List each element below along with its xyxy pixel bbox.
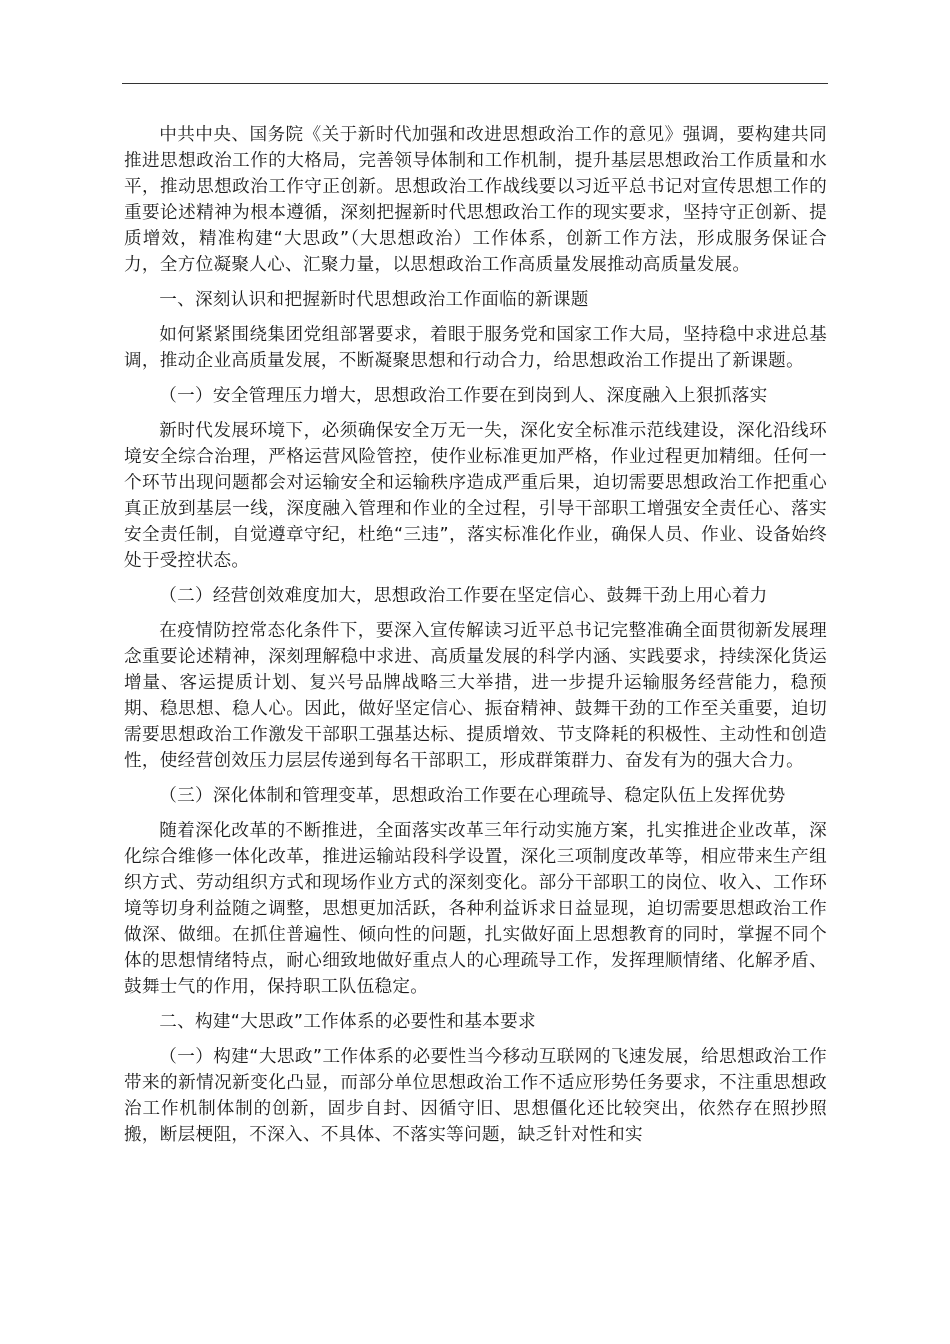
section-1-sub-3-body: 随着深化改革的不断推进，全面落实改革三年行动实施方案，扎实推进企业改革，深化综合维修一体化改革，推进运输站段科学设置，深化三项制度改革等，相应带来生产组织方式、劳动组织方式和现场作业方式的深刻变化。部分干部职工的岗位、收入、工作环境等切身利益随之调整，思想更加活跃，各种利益诉求日益显现，迫切需要思想政治工作做深、做细。在抓住普遍性、倾向性的问题，扎实做好面上思想教育的同时，掌握不同个体的思想情绪特点，耐心细致地做好重点人的心理疏导工作，发挥理顺情绪、化解矛盾、鼓舞士气的作用，保持职工队伍稳定。 bbox=[124, 821, 827, 997]
intro-paragraph: 中共中央、国务院《关于新时代加强和改进思想政治工作的意见》强调，要构建共同推进思想政治工作的大格局，完善领导体制和工作机制，提升基层思想政治工作质量和水平，推动思想政治工作守正创新。思想政治工作战线要以习近平总书记对宣传思想工作的重要论述精神为根本遵循，深刻把握新时代思想政治工作的现实要求，坚持守正创新、提质增效，精准构建“大思政”（大思想政治）工作体系，创新工作方法，形成服务保证合力，全方位凝聚人心、汇聚力量，以思想政治工作高质量发展推动高质量发展。 bbox=[124, 125, 827, 275]
section-1-heading: 一、深刻认识和把握新时代思想政治工作面临的新课题 bbox=[159, 290, 589, 310]
section-1-sub-2-body: 在疫情防控常态化条件下，要深入宣传解读习近平总书记完整准确全面贯彻新发展理念重要论述精神，深刻理解稳中求进、高质量发展的科学内涵、实践要求，持续深化货运增量、客运提质计划、复兴号品牌战略三大举措，进一步提升运输服务经营能力，稳预期、稳思想、稳人心。因此，做好坚定信心、振奋精神、鼓舞干劲的工作至关重要，迫切需要思想政治工作激发干部职工强基达标、提质增效、节支降耗的积极性、主动性和创造性，使经营创效压力层层传递到每名干部职工，形成群策群力、奋发有为的强大合力。 bbox=[124, 621, 827, 771]
section-1-sub-1-body: 新时代发展环境下，必须确保安全万无一失，深化安全标准示范线建设，深化沿线环境安全综合治理，严格运营风险管控，使作业标准更加严格，作业过程更加精细。任何一个环节出现问题都会对运输安全和运输秩序造成严重后果，迫切需要思想政治工作把重心真正放到基层一线，深度融入管理和作业的全过程，引导干部职工增强安全责任心、落实安全责任制，自觉遵章守纪，杜绝“三违”，落实标准化作业，确保人员、作业、设备始终处于受控状态。 bbox=[124, 421, 827, 571]
section-2-sub-1-paragraph: （一）构建“大思政”工作体系的必要性当今移动互联网的飞速发展，给思想政治工作带来的新情况新变化凸显，而部分单位思想政治工作不适应形势任务要求，不注重思想政治工作机制体制的创新，固步自封、因循守旧、思想僵化还比较突出，依然存在照抄照搬，断层梗阻，不深入、不具体、不落实等问题，缺乏针对性和实 bbox=[124, 1047, 827, 1145]
section-1-intro: 如何紧紧围绕集团党组部署要求，着眼于服务党和国家工作大局，坚持稳中求进总基调，推动企业高质量发展，不断凝聚思想和行动合力，给思想政治工作提出了新课题。 bbox=[124, 325, 827, 371]
section-1-sub-2-heading: （二）经营创效难度加大，思想政治工作要在坚定信心、鼓舞干劲上用心着力 bbox=[159, 586, 768, 606]
section-1-sub-3-heading: （三）深化体制和管理变革，思想政治工作要在心理疏导、稳定队伍上发挥优势 bbox=[159, 786, 786, 806]
section-2-heading: 二、构建“大思政”工作体系的必要性和基本要求 bbox=[159, 1012, 536, 1032]
section-1-sub-1-heading: （一）安全管理压力增大，思想政治工作要在到岗到人、深度融入上狠抓落实 bbox=[159, 386, 768, 406]
document-body bbox=[124, 122, 827, 1157]
header-rule bbox=[122, 83, 828, 84]
